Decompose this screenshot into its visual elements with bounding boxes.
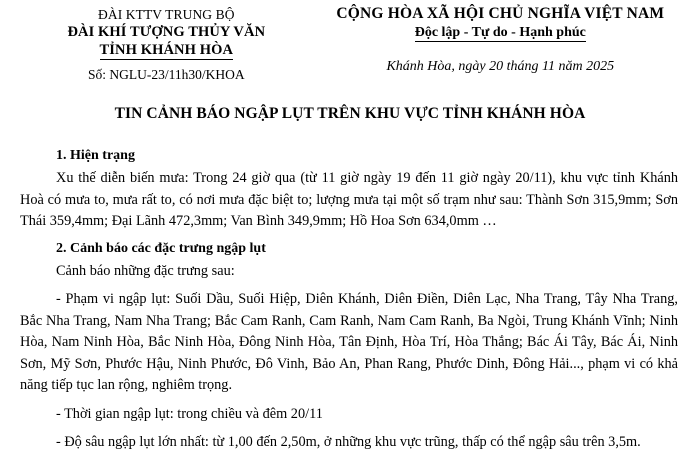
paragraph-rainfall-status: Xu thế diễn biến mưa: Trong 24 giờ qua (từ 11 giờ ngày 19 đến 11 giờ ngày 20/11), khu vực tỉnh Khánh Hoà có mưa to, mưa rất to, có nơi mưa đặc biệt to; lượng mưa tại một số trạm như sau: Thành Sơn 315,9mm; Sơn Thái 359,4mm; Đại Lãnh 472,3mm; Van Bình 349,9mm; Hồ Hoa Sơn 634,0mm … (20, 170, 678, 229)
document-title: TIN CẢNH BÁO NGẬP LỤT TRÊN KHU VỰC TỈNH KHÁNH HÒA (114, 105, 586, 122)
letterhead (16, 4, 684, 84)
national-title: CỘNG HÒA XÃ HỘI CHỦ NGHĨA VIỆT NAM (336, 5, 665, 22)
national-motto-label: Độc lập - Tự do - Hạnh phúc (414, 25, 586, 40)
spacer (20, 425, 678, 432)
document-body (16, 145, 684, 454)
parent-organization-name: ĐÀI KTTV TRUNG BỘ (98, 7, 235, 22)
organization-province-label: TỈNH KHÁNH HÒA (99, 42, 234, 58)
letterhead-issuing-authority (16, 4, 317, 84)
bullet-flood-time: - Thời gian ngập lụt: trong chiều và đêm 20/11 (56, 405, 323, 422)
national-motto (317, 24, 684, 42)
bullet-flood-extent: - Phạm vi ngập lụt: Suối Dầu, Suối Hiệp, Diên Khánh, Diên Điền, Diên Lạc, Nha Trang, Tây Nha Trang, Bắc Nha Trang, Nam Nha Trang; Bắc Cam Ranh, Cam Ranh, Nam Cam Ranh, Ba Ngòi, Trung Khánh Vĩnh; Ninh Hòa, Nam Ninh Hòa, Bắc Ninh Hòa, Đông Ninh Hòa, Tân Định, Hòa Trí, Hòa Thắng; Bác Ái Tây, Bác Ái, Ninh Sơn, Mỹ Sơn, Phước Hậu, Ninh Phước, Đô Vinh, Bảo An, Phan Rang, Phước Dinh, Đông Hải..., phạm vi có khả năng tiếp tục lan rộng, nghiêm trọng. (20, 291, 678, 393)
section-heading-current-status: 1. Hiện trạng (56, 148, 135, 163)
organization-name: ĐÀI KHÍ TƯỢNG THỦY VĂN (67, 24, 266, 40)
organization-province (16, 41, 317, 59)
place-and-date: Khánh Hòa, ngày 20 tháng 11 năm 2025 (386, 59, 615, 74)
section-heading-flood-warning: 2. Cảnh báo các đặc trưng ngập lụt (56, 240, 266, 256)
spacer (20, 397, 678, 404)
spacer (20, 282, 678, 289)
letterhead-national-heading (317, 4, 684, 76)
document-number: Số: NGLU-23/11h30/KHOA (87, 67, 245, 82)
bullet-flood-depth: - Độ sâu ngập lụt lớn nhất: từ 1,00 đến 2,50m, ở những khu vực trũng, thấp có thể ngập sâu trên 3,5m. (56, 434, 641, 450)
paragraph-warning-intro: Cảnh báo những đặc trưng sau: (56, 262, 235, 279)
